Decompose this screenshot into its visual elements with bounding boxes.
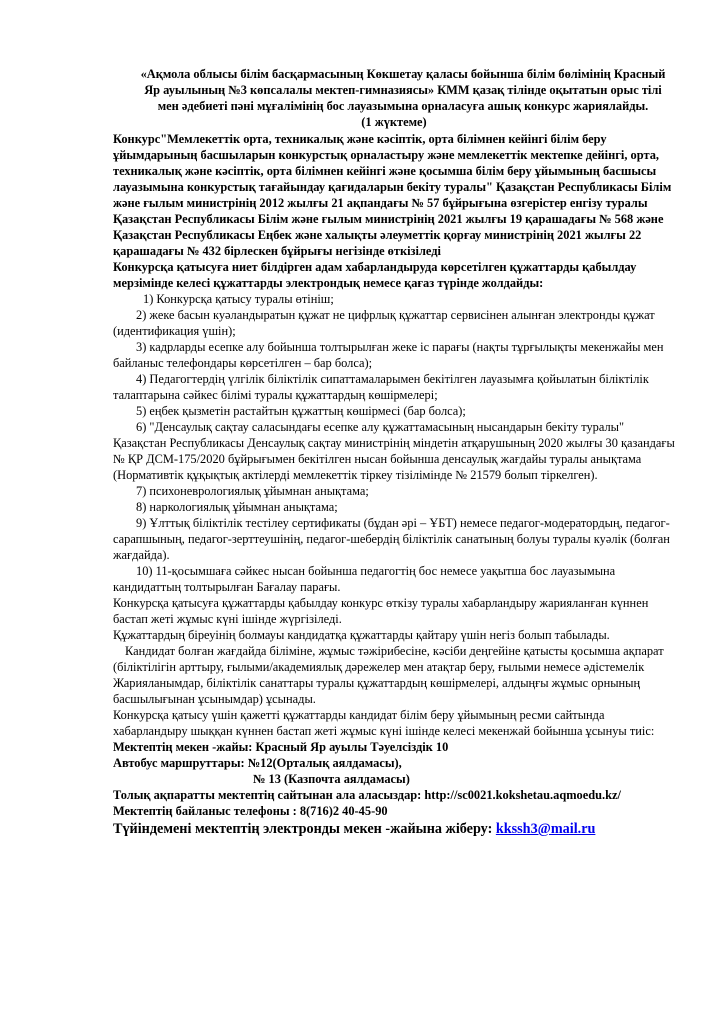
list-item: 4) Педагогтердің үлгілік біліктілік сипаттамаларымен бекітілген лауазымға қойылатын біліктілік талаптарына сәйкес білімі туралы құжаттардың көшірмелері; [113, 372, 649, 402]
list-item: 7) психоневрологиялық ұйымнан анықтама; [136, 484, 369, 498]
list-item: 2) жеке басын куәландыратын құжат не цифрлық құжаттар сервисінен алынған электронды құжат (идентификация үшін); [113, 308, 655, 338]
documents-list [113, 291, 675, 595]
email-line [113, 820, 675, 839]
legal-basis-2: Қазақстан Республикасы Білім және ғылым министрінің 2021 жылғы 19 қарашадағы № 568 және Қазақстан Республикасы Еңбек және халықты әлеуметтік қорғау министрінің 2021 жылғы 22 қарашадағы № 432 бірлескен бұйрығы негізінде өткізіледі [113, 212, 664, 258]
bus-route-2: № 13 (Казпочта аялдамасы) [253, 772, 410, 786]
website-line: Толық ақпаратты мектептің сайтынан ала аласыздар: http://sc0021.kokshetau.aqmoedu.kz/ [113, 788, 621, 802]
list-item: 8) наркологиялық ұйымнан анықтама; [136, 500, 338, 514]
bus-route-1: Автобус маршруттары: №12(Орталық аялдамасы), [113, 756, 402, 770]
submission-address-text: Конкурсқа қатысу үшін қажетті құжаттарды кандидат білім беру ұйымының ресми сайтында хабарландыру шыққан күннен бастап жеті жұмыс күні ішінде келесі мекенжай бойынша ұсынуы тиіс: [113, 708, 655, 738]
announcement-heading: «Ақмола облысы білім басқармасының Көкшетау қаласы бойынша білім бөлімінің Красный Яр ауылының №3 көпсалалы мектеп-гимназиясы» КММ қазақ тілінде оқытатын орыс тілі мен әдебиеті пәні мұғалімінің бос лауазымына орналасуға ашық конкурс жариялайды. [140, 67, 666, 113]
workload-note: (1 жүктеме) [361, 115, 427, 129]
announcement-document [113, 66, 675, 839]
documents-intro: Конкурсқа қатысуға ниет білдірген адам хабарландыруда көрсетілген құжаттарды қабылдау мерзімінде келесі құжаттарды электрондық немесе қағаз түрінде жолдайды: [113, 260, 637, 290]
additional-info-text: Кандидат болған жағдайда біліміне, жұмыс тәжірибесіне, кәсіби деңгейіне қатысты қосымша ақпарат (біліктілігін арттыру, ғылыми/академиялық дәрежелер мен атақтар беру, ғылыми немесе әдістемелік Жарияланымдар, біліктілік санаттары туралы құжаттардың көшірмелері, алдыңғы жұмыс орнының басшылығынан ұсынымдар) ұсынады. [113, 644, 664, 706]
list-item: 10) 11-қосымшаға сәйкес нысан бойынша педагогтің бос немесе уақытша бос лауазымына кандидаттың толтырылған Бағалау парағы. [113, 564, 616, 594]
submission-period-text: Конкурсқа қатысуға құжаттарды қабылдау конкурс өткізу туралы хабарландыру жарияланған күннен бастап жеті жұмыс күні ішінде жүргізіледі. [113, 596, 649, 626]
phone-line: Мектептің байланыс телефоны : 8(716)2 40-45-90 [113, 804, 388, 818]
list-item: 3) кадрларды есепке алу бойынша толтырылған жеке іс парағы (нақты тұрғылықты мекенжайы мен байланыс телефондары көрсетілген – бар болса); [113, 340, 664, 370]
legal-basis-1: Конкурс"Мемлекеттік орта, техникалық және кәсіптік, орта білімнен кейінгі білім беру ұйымдарының басшыларын конкурстық орналастыру және мемлекеттік мектепке дейінгі, орта, техникалық және кәсіптік, орта білімнен кейінгі және қосымша білім беру ұйымының басшысы лауазымына конкурстық тағайындау қағидаларын бекіту туралы" Қазақстан Республикасы Білім және ғылым министрінің 2012 жылғы 21 ақпандағы № 57 бұйрығына өзгерістер енгізу туралы [113, 132, 672, 210]
list-item: 5) еңбек қызметін растайтын құжаттың көшірмесі (бар болса); [136, 404, 466, 418]
list-item: 9) Ұлттық біліктілік тестілеу сертификаты (бұдан әрі – ҰБТ) немесе педагог-модератордың, педагог-сарапшының, педагог-зерттеушінің, педагог-шебердің біліктілік санатының болуы туралы куәлік (болған жағдайда). [113, 516, 670, 562]
list-item: 1) Конкурсқа қатысу туралы өтініш; [143, 292, 334, 306]
missing-documents-text: Құжаттардың біреуінің болмауы кандидатқа құжаттарды қайтару үшін негіз болып табылады. [113, 628, 610, 642]
school-address: Мектептің мекен -жайы: Красный Яр ауылы Тәуелсіздік 10 [113, 740, 449, 754]
email-prefix: Түйіндемені мектептің электронды мекен -жайына жіберу: [113, 821, 496, 837]
email-link[interactable]: kkssh3@mail.ru [495, 821, 596, 837]
list-item: 6) "Денсаулық сақтау саласындағы есепке алу құжаттамасының нысандарын бекіту туралы" Қазақстан Республикасы Денсаулық сақтау министрінің міндетін атқарушының 2020 жылғы 30 қазандағы № ҚР ДСМ-175/2020 бұйрығымен бекітілген нысан бойынша денсаулық жағдайы туралы анықтама (Нормативтік құқықтық актілерді мемлекеттік тіркеу тізілімінде № 21579 болып тіркелген). [113, 420, 675, 482]
